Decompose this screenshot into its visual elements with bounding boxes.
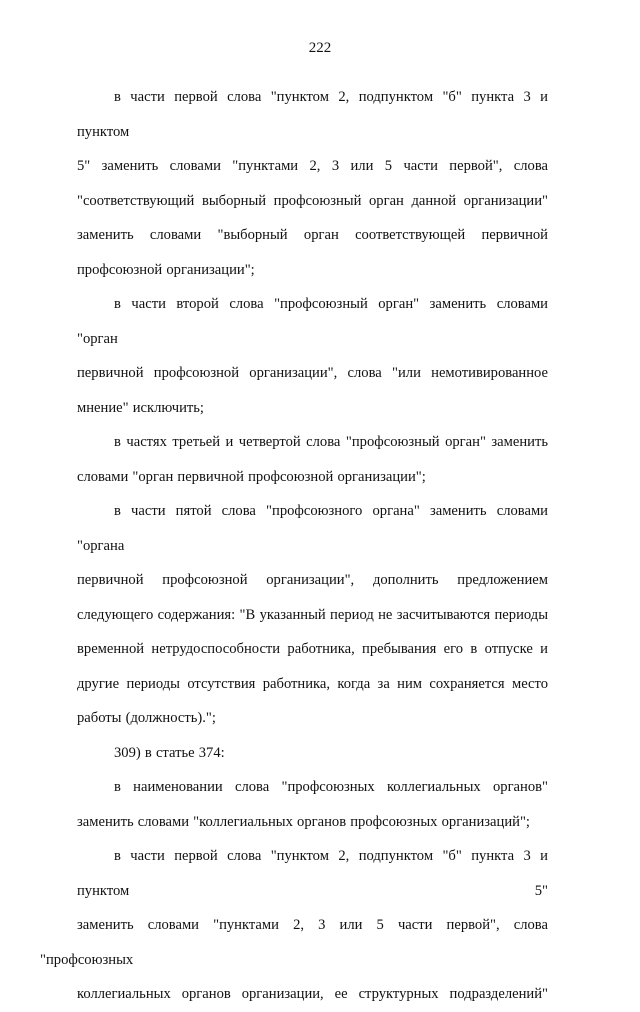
text-line: словами "орган первичной профсоюзной организации"; xyxy=(77,468,426,485)
text-line: заменить словами "выборный орган соответствующей первичной xyxy=(77,227,548,243)
paragraph xyxy=(40,770,548,839)
paragraph xyxy=(40,425,548,494)
paragraph xyxy=(40,287,548,425)
text-line: первичной профсоюзной организации", дополнить предложением xyxy=(77,572,548,588)
text-line: профсоюзной организации"; xyxy=(77,261,255,278)
text-line: следующего содержания: "В указанный период не засчитываются периоды xyxy=(77,606,548,623)
text-line: в части первой слова "пунктом 2, подпунктом "б" пункта 3 и пунктом 5" xyxy=(77,848,548,899)
text-line: заменить словами "коллегиальных органов профсоюзных организаций"; xyxy=(77,813,530,830)
text-line: в части пятой слова "профсоюзного органа" заменить словами "органа xyxy=(77,503,548,554)
text-line: "соответствующий выборный профсоюзный орган данной организации" xyxy=(77,192,548,209)
paragraph xyxy=(40,494,548,736)
text-line: 5" заменить словами "пунктами 2, 3 или 5 части первой", слова xyxy=(77,158,548,174)
text-line: 309) в статье 374: xyxy=(114,744,225,761)
text-line: временной нетрудоспособности работника, пребывания его в отпуске и xyxy=(77,641,548,657)
text-line: коллегиальных органов организации, ее структурных подразделений" xyxy=(77,986,548,1002)
text-line: в части второй слова "профсоюзный орган" заменить словами "орган xyxy=(77,296,548,347)
text-line: заменить словами "пунктами 2, 3 или 5 части первой", слова "профсоюзных xyxy=(40,917,548,968)
document-body xyxy=(40,80,548,1012)
text-line: работы (должность)."; xyxy=(77,710,216,726)
paragraph xyxy=(40,839,548,1012)
paragraph xyxy=(40,736,548,771)
text-line: в части первой слова "пунктом 2, подпунктом "б" пункта 3 и пунктом xyxy=(77,89,548,140)
text-line: мнение" исключить; xyxy=(77,399,204,416)
page-number: 222 xyxy=(308,40,332,56)
text-line: другие периоды отсутствия работника, когда за ним сохраняется место xyxy=(77,675,548,692)
paragraph xyxy=(40,80,548,287)
text-line: первичной профсоюзной организации", слова "или немотивированное xyxy=(77,365,548,381)
text-line: в частях третьей и четвертой слова "профсоюзный орган" заменить xyxy=(114,434,548,450)
text-line: в наименовании слова "профсоюзных коллегиальных органов" xyxy=(114,779,548,795)
